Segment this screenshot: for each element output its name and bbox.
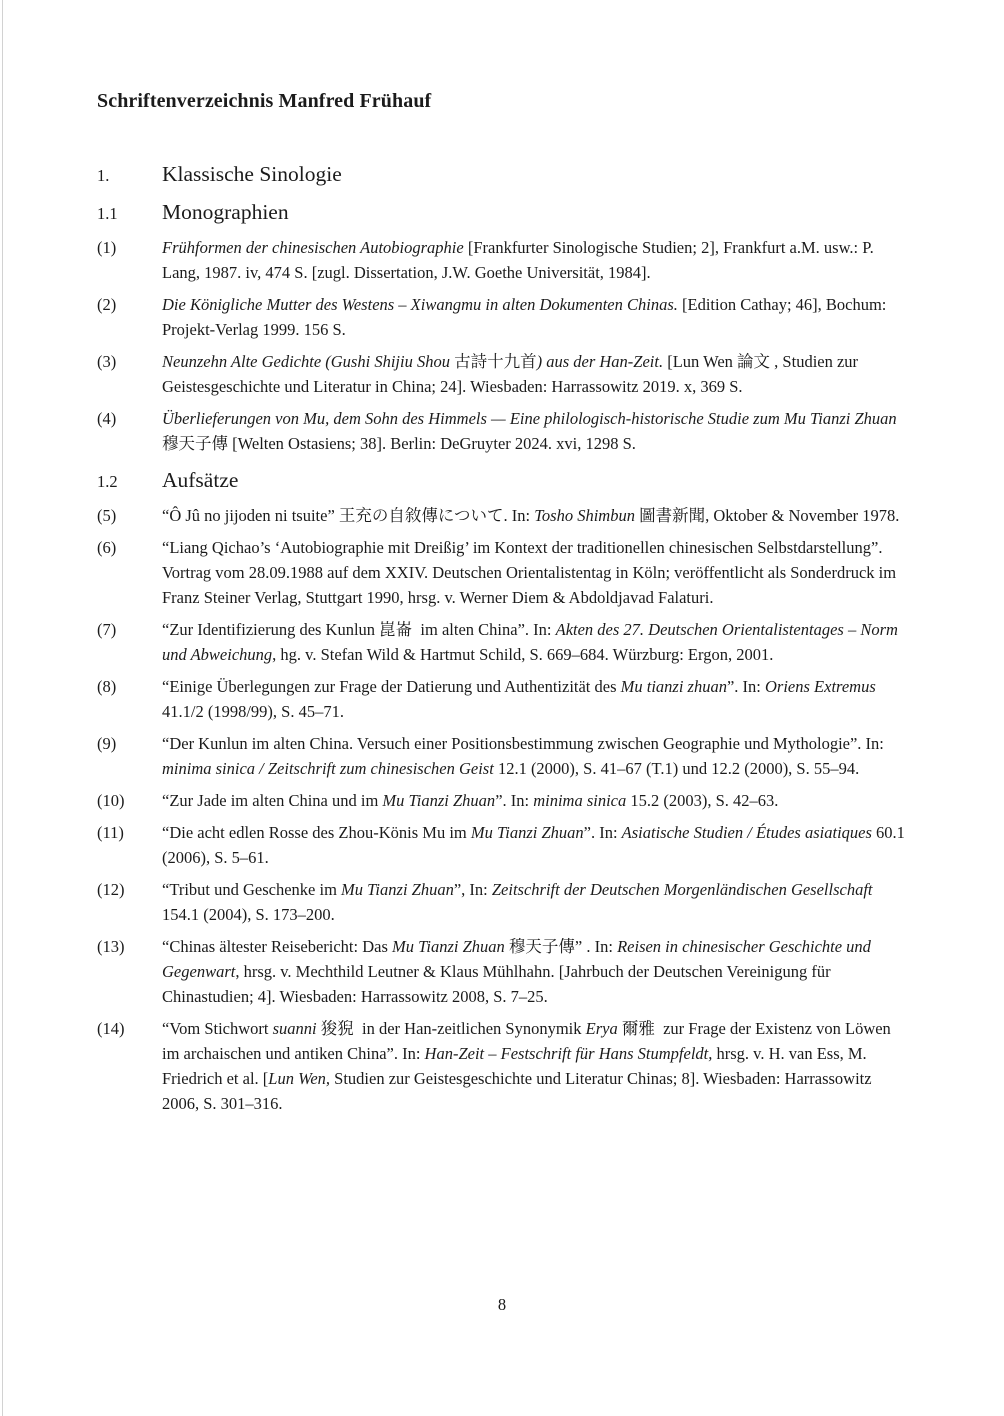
entry-number: (10) [97, 791, 125, 810]
entry-text: “Einige Überlegungen zur Frage der Datierung und Authentizität des Mu tianzi zhuan”. In: Oriens Extremus 41.1/2 (1998/99), S. 45–71. [162, 677, 876, 721]
entry-text: Überlieferungen von Mu, dem Sohn des Himmels — Eine philologisch-historische Studie zum Mu Tianzi Zhuan 穆天子傳 [Welten Ostasiens; 38]. Berlin: DeGruyter 2024. xvi, 1298 S. [162, 409, 897, 453]
entry-text: “Tribut und Geschenke im Mu Tianzi Zhuan”, In: Zeitschrift der Deutschen Morgenländischen Gesellschaft 154.1 (2004), S. 173–200. [162, 880, 873, 924]
entry-number: (1) [97, 238, 117, 257]
entry-text: “Vom Stichwort suanni 狻猊 in der Han-zeitlichen Synonymik Erya 爾雅 zur Frage der Existenz von Löwen im archaischen und antiken China”. In: Han-Zeit – Festschrift für Hans Stumpfeldt, hrsg. v. H. van Ess, M. Friedrich et al. [Lun Wen, Studien zur Geistesgeschichte und Literatur Chinas; 8]. Wiesbaden: Harrassowitz 2006, S. 301–316. [162, 1019, 891, 1113]
bibliography-entry [97, 617, 909, 667]
entry-text: Die Königliche Mutter des Westens – Xiwangmu in alten Dokumenten Chinas. [Edition Cathay; 46], Bochum: Projekt-Verlag 1999. 156 S. [162, 295, 887, 339]
entry-text: “Liang Qichao’s ‘Autobiographie mit Dreißig’ im Kontext der traditionellen chinesischen Selbstdarstellung”. Vortrag vom 28.09.1988 auf dem XXIV. Deutschen Orientalistentag in Köln; veröffentlicht als Sonderdruck im Franz Steiner Verlag, Stuttgart 1990, hrsg. v. Werner Diem & Abdoldjavad Falaturi. [162, 538, 897, 607]
section-heading [97, 466, 909, 494]
bibliography-list [97, 160, 909, 1116]
entry-number: (8) [97, 677, 117, 696]
entry-text: “Der Kunlun im alten China. Versuch einer Positionsbestimmung zwischen Geographie und Mythologie”. In: minima sinica / Zeitschrift zum chinesischen Geist 12.1 (2000), S. 41–67 (T.1) und 12.2 (2000), S. 55–94. [162, 734, 884, 778]
bibliography-entry [97, 292, 909, 342]
page-edge-line [2, 0, 3, 1416]
entry-text: Frühformen der chinesischen Autobiographie [Frankfurter Sinologische Studien; 2], Frankfurt a.M. usw.: P. Lang, 1987. iv, 474 S. [zugl. Dissertation, J.W. Goethe Universität, 1984]. [162, 238, 874, 282]
bibliography-entry [97, 535, 909, 610]
entry-number: (12) [97, 880, 125, 899]
bibliography-entry [97, 674, 909, 724]
entry-text: “Chinas ältester Reisebericht: Das Mu Tianzi Zhuan 穆天子傳” . In: Reisen in chinesischer Geschichte und Gegenwart, hrsg. v. Mechthild Leutner & Klaus Mühlhahn. [Jahrbuch der Deutschen Vereinigung für Chinastudien; 4]. Wiesbaden: Harrassowitz 2008, S. 7–25. [162, 937, 871, 1006]
entry-number: (2) [97, 295, 117, 314]
section-number: 1. [97, 166, 110, 185]
section-title: Aufsätze [162, 468, 239, 492]
section-title: Klassische Sinologie [162, 162, 342, 186]
bibliography-entry [97, 503, 909, 528]
entry-number: (14) [97, 1019, 125, 1038]
entry-text: “Die acht edlen Rosse des Zhou-Könis Mu im Mu Tianzi Zhuan”. In: Asiatische Studien / Études asiatiques 60.1 (2006), S. 5–61. [162, 823, 905, 867]
section-title: Monographien [162, 200, 289, 224]
bibliography-entry [97, 349, 909, 399]
bibliography-entry [97, 731, 909, 781]
bibliography-entry [97, 820, 909, 870]
bibliography-page [97, 88, 909, 1123]
entry-text: “Ô Jû no jijoden ni tsuite” 王充の自敘傳について. In: Tosho Shimbun 圖書新聞, Oktober & November 1978. [162, 506, 900, 525]
entry-number: (5) [97, 506, 117, 525]
bibliography-entry [97, 788, 909, 813]
section-number: 1.2 [97, 472, 118, 491]
entry-number: (7) [97, 620, 117, 639]
bibliography-entry [97, 235, 909, 285]
entry-number: (6) [97, 538, 117, 557]
entry-text: “Zur Identifizierung des Kunlun 崑崙 im alten China”. In: Akten des 27. Deutschen Orientalistentages – Norm und Abweichung, hg. v. Stefan Wild & Hartmut Schild, S. 669–684. Würzburg: Ergon, 2001. [162, 620, 898, 664]
section-number: 1.1 [97, 204, 118, 223]
entry-text: “Zur Jade im alten China und im Mu Tianzi Zhuan”. In: minima sinica 15.2 (2003), S. 42–63. [162, 791, 779, 810]
bibliography-entry [97, 406, 909, 456]
entry-number: (9) [97, 734, 117, 753]
bibliography-entry [97, 877, 909, 927]
entry-number: (11) [97, 823, 124, 842]
page-number: 8 [497, 1295, 507, 1314]
page-title: Schriftenverzeichnis Manfred Frühauf [97, 90, 432, 112]
bibliography-entry [97, 934, 909, 1009]
entry-number: (3) [97, 352, 117, 371]
entry-text: Neunzehn Alte Gedichte (Gushi Shijiu Shou 古詩十九首) aus der Han-Zeit. [Lun Wen 論文 , Studien zur Geistesgeschichte und Literatur in China; 24]. Wiesbaden: Harrassowitz 2019. x, 369 S. [162, 352, 859, 396]
section-heading [97, 198, 909, 226]
entry-number: (4) [97, 409, 117, 428]
entry-number: (13) [97, 937, 125, 956]
bibliography-entry [97, 1016, 909, 1116]
section-heading [97, 160, 909, 188]
